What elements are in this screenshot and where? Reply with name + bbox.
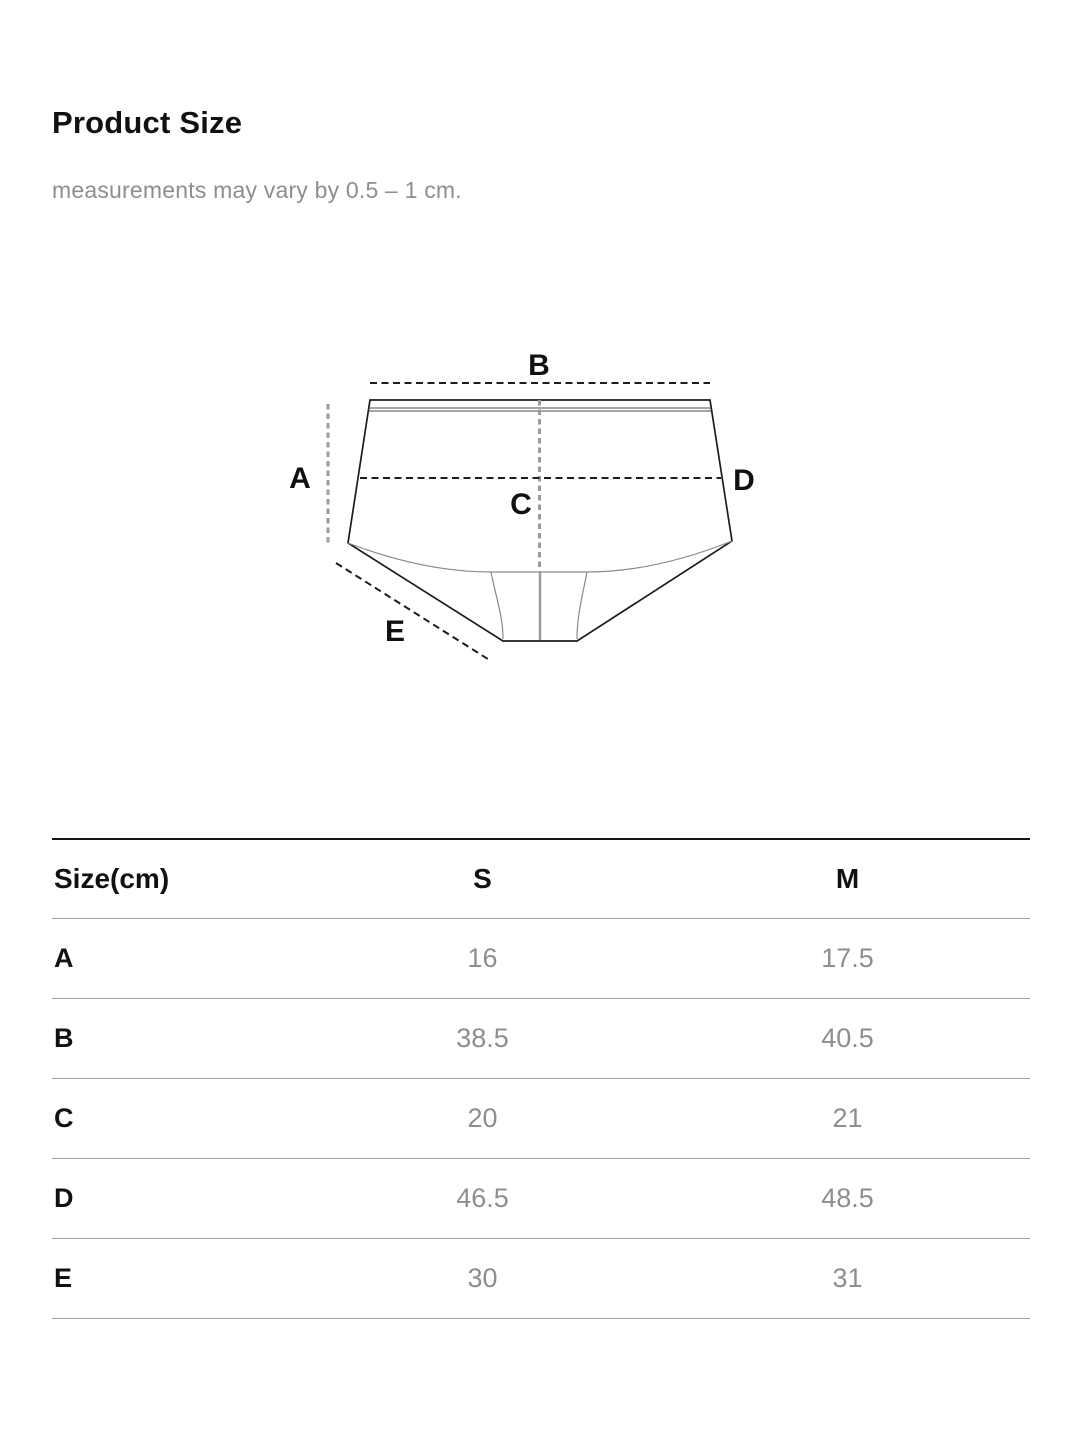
row-value-s: 30 (467, 1263, 498, 1293)
row-value-m: 31 (832, 1263, 863, 1293)
size-m-column-header: M (835, 863, 860, 894)
row-value-s: 46.5 (456, 1183, 509, 1213)
row-value-m: 40.5 (821, 1023, 874, 1053)
row-label: B (54, 1023, 74, 1053)
row-label: C (54, 1103, 74, 1133)
table-row-a (52, 919, 1030, 999)
measure-line-e (336, 563, 491, 661)
diagram-label-a: A (289, 462, 311, 495)
row-value-m: 21 (832, 1103, 863, 1133)
size-table-header-row (52, 840, 1030, 919)
table-row-b (52, 999, 1030, 1079)
size-table (52, 838, 1030, 1319)
table-row-c (52, 1079, 1030, 1159)
page-title: Product Size (52, 105, 243, 140)
diagram-label-c: C (510, 488, 532, 521)
row-label: D (54, 1183, 74, 1213)
table-row-d (52, 1159, 1030, 1239)
diagram-label-d: D (733, 464, 755, 497)
diagram-label-e: E (384, 615, 406, 648)
measurement-note: measurements may vary by 0.5 – 1 cm. (52, 177, 462, 203)
row-value-m: 48.5 (821, 1183, 874, 1213)
row-value-s: 20 (467, 1103, 498, 1133)
row-value-s: 16 (467, 943, 498, 973)
row-value-m: 17.5 (821, 943, 874, 973)
row-value-s: 38.5 (456, 1023, 509, 1053)
size-column-header: Size(cm) (54, 863, 170, 894)
size-s-column-header: S (473, 863, 492, 894)
row-label: A (54, 943, 74, 973)
table-row-e (52, 1239, 1030, 1319)
diagram-label-b: B (528, 349, 550, 382)
garment-measurement-diagram (0, 340, 1080, 680)
row-label: E (54, 1263, 73, 1293)
